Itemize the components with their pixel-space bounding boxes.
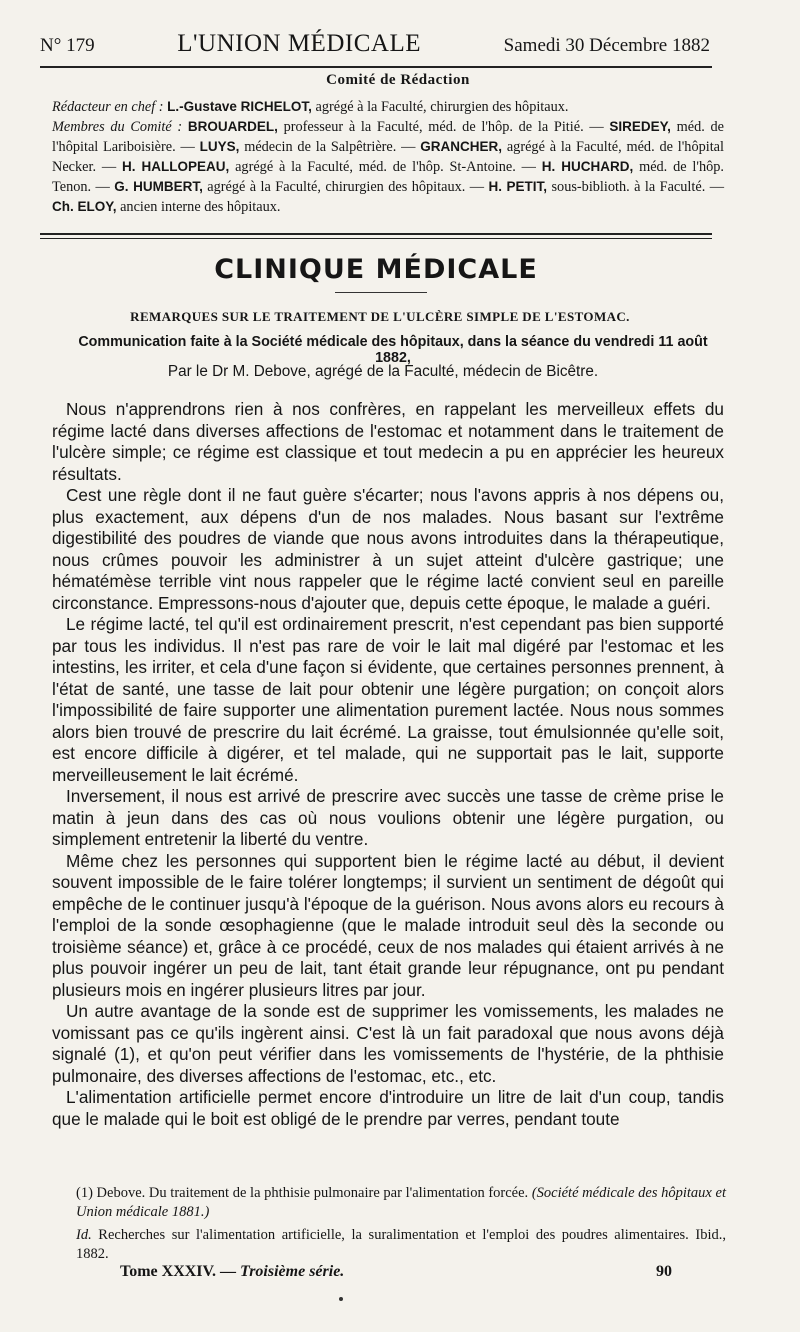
- page-number: 90: [656, 1263, 672, 1280]
- members-label: Membres du Comité :: [52, 119, 183, 135]
- member-name: Ch. ELOY,: [52, 199, 117, 214]
- member-name: SIREDEY,: [609, 119, 671, 134]
- chief-editor-line: [52, 97, 724, 117]
- member-name: G. HUMBERT,: [114, 179, 203, 194]
- body-paragraph: Cest une règle dont il ne faut guère s'écarter; nous l'avons appris à nos dépens ou, plus exactement, aux dépens d'un de nos malades. Nous basant sur l'extrême digestibilité des poudres de viande que nous avons introduites dans la thérapeutique, nous crûmes pouvoir les administrer à un sujet atteint d'ulcère gastrique; une hématémèse terrible vint nous rappeler que le régime lacté convient seul en pareille circonstance. Empressons-nous d'ajouter que, depuis cette époque, le malade a guéri.: [52, 485, 724, 613]
- issue-date: Samedi 30 Décembre 1882: [503, 35, 710, 56]
- divider-rule-thin: [40, 238, 712, 239]
- member-name: H. HALLOPEAU,: [122, 159, 230, 174]
- member-desc: sous-biblioth. à la Faculté. —: [547, 179, 725, 195]
- footnotes: [76, 1184, 726, 1268]
- series-label: Troisième série.: [240, 1263, 345, 1280]
- committee-title: Comité de Rédaction: [326, 72, 470, 88]
- issue-number: N° 179: [40, 35, 95, 56]
- running-head: [40, 30, 710, 66]
- body-paragraph: Un autre avantage de la sonde est de supprimer les vomissements, les malades ne vomissant pas ce qu'ils ingèrent ainsi. C'est là un fait paradoxal que nous avons déjà signalé (1), et qu'on peut vérifier dans les vomissements de l'hystérie, de la phthisie pulmonaire, des diverses affections de l'estomac, etc., etc.: [52, 1001, 724, 1086]
- footnote-2: [76, 1226, 726, 1264]
- body-paragraph: L'alimentation artificielle permet encore d'introduire un litre de lait d'un coup, tandis que le malade qui le boit est obligé de le prendre par verres, pendant toute: [52, 1087, 724, 1129]
- member-desc: ancien interne des hôpitaux.: [116, 199, 281, 215]
- body-paragraph: Nous n'apprendrons rien à nos confrères, en rappelant les merveilleux effets du régime lacté dans diverses affections de l'estomac et notamment dans le traitement de l'ulcère simple; ce régime est classique et tout medecin a pu en apprécier les heureux résultats.: [52, 399, 724, 484]
- members-line: [52, 117, 724, 217]
- member-desc: agrégé à la Faculté, méd. de l'hôp. St-Antoine. —: [229, 159, 542, 175]
- member-desc: agrégé à la Faculté, chirurgien des hôpitaux. —: [202, 179, 489, 195]
- chief-name: L.-Gustave RICHELOT,: [167, 99, 312, 114]
- member-name: H. HUCHARD,: [541, 159, 634, 174]
- chief-desc: agrégé à la Faculté, chirurgien des hôpitaux.: [315, 99, 569, 115]
- article-heading: REMARQUES SUR LE TRAITEMENT DE L'ULCÈRE SIMPLE DE L'ESTOMAC.: [130, 309, 630, 324]
- member-desc: médecin de la Salpêtrière. —: [239, 139, 421, 155]
- footnote-2-text: Recherches sur l'alimentation artificielle, la suralimentation et l'emploi des poudres alimentaires. Ibid., 1882.: [76, 1227, 726, 1262]
- page-footer: [120, 1263, 672, 1281]
- footnote-2-id: Id.: [76, 1227, 99, 1243]
- body-paragraph: Le régime lacté, tel qu'il est ordinairement prescrit, n'est cependant pas bien supporté par tous les individus. Il n'est pas rare de voir le lait mal digéré par l'estomac et les intestins, les irriter, et cela d'une façon si évidente, que certaines personnes prennent, à l'état de santé, une tasse de lait pour obtenir une légère purgation; on conçoit alors l'impossibilité de faire supporter une alimentation purement lactée. Nous nous sommes alors bien trouvé de prescrire du lait écrémé. La graisse, tout émulsionnée qu'elle soit, est encore difficile à digérer, et tel malade, qui ne supportait pas le lait, supporte merveilleusement le lait écrémé.: [52, 614, 724, 785]
- member-desc: méd. de l'hôpital Lariboisière. —: [52, 119, 725, 155]
- chief-label: Rédacteur en chef :: [52, 99, 164, 115]
- author-byline: Par le Dr M. Debove, agrégé de la Faculté, médecin de Bicêtre.: [167, 363, 599, 380]
- editorial-committee: [52, 68, 724, 217]
- member-desc: agrégé à la Faculté, méd. de l'hôpital Necker. —: [52, 139, 725, 175]
- print-dot: [339, 1297, 343, 1301]
- member-desc: professeur à la Faculté, méd. de l'hôp. de la Pitié. —: [277, 119, 610, 135]
- journal-title: L'UNION MÉDICALE: [177, 30, 421, 57]
- member-name: H. PETIT,: [488, 179, 548, 194]
- member-name: BROUARDEL,: [187, 119, 278, 134]
- volume-info: [120, 1263, 344, 1281]
- footnote-1-source: (Société médicale des hôpitaux et Union médicale 1881.): [76, 1185, 726, 1220]
- body-paragraph: Inversement, il nous est arrivé de prescrire avec succès une tasse de crème prise le matin à jeun dans des cas où nous voulions obtenir une légère purgation, ou simplement entretenir la liberté du ventre.: [52, 786, 724, 849]
- divider-rule: [40, 233, 712, 235]
- communication-note: Communication faite à la Société médicale des hôpitaux, dans la séance du vendredi 11 août 1882,: [78, 334, 708, 366]
- body-paragraph: Même chez les personnes qui supportent bien le régime lacté au début, il devient souvent impossible de le faire tolérer longtemps; il survient un sentiment de dégoût qui empêche de le continuer jusqu'à l'époque de la guérison. Nous avons alors eu recours à l'emploi de la sonde œsophagienne (que le malade introduit seul dès la seconde ou troisième séance) et, grâce à ce procédé, ceux de nos malades qui étaient arrivés à ne plus pouvoir ingérer un peu de lait, tant était grande leur répugnance, ont pu pendant plusieurs mois en ingérer plusieurs litres par jour.: [52, 850, 724, 1000]
- member-name: LUYS,: [199, 139, 240, 154]
- section-rule: [335, 292, 427, 293]
- section-title: CLINIQUE MÉDICALE: [214, 254, 538, 285]
- member-desc: méd. de l'hôp. Tenon. —: [52, 159, 724, 195]
- footnote-1: [76, 1184, 726, 1222]
- member-name: GRANCHER,: [420, 139, 503, 154]
- article-body: [52, 399, 724, 1130]
- footnote-1-text: (1) Debove. Du traitement de la phthisie pulmonaire par l'alimentation forcée.: [76, 1185, 532, 1201]
- tome-label: Tome XXXIV. —: [120, 1263, 237, 1280]
